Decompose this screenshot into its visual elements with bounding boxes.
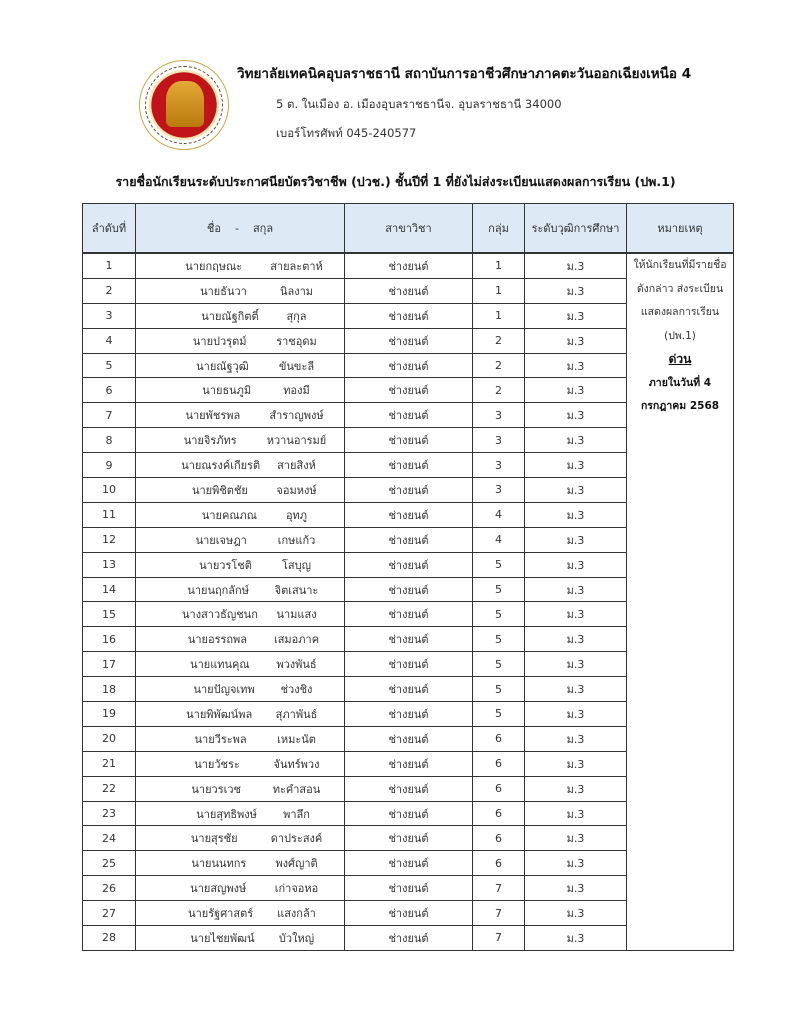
row-no: 12 xyxy=(83,527,136,552)
row-education: ม.3 xyxy=(525,826,627,851)
college-emblem-logo xyxy=(139,60,229,150)
row-no: 13 xyxy=(83,552,136,577)
row-major: ช่างยนต์ xyxy=(345,403,473,428)
row-no: 22 xyxy=(83,776,136,801)
row-education: ม.3 xyxy=(525,378,627,403)
row-no: 8 xyxy=(83,428,136,453)
row-group: 4 xyxy=(473,527,525,552)
student-list-table xyxy=(82,203,734,951)
row-major: ช่างยนต์ xyxy=(345,253,473,278)
row-name xyxy=(136,652,345,677)
row-education: ม.3 xyxy=(525,851,627,876)
row-major: ช่างยนต์ xyxy=(345,702,473,727)
row-first-name: นายณัฐวุฒิ xyxy=(196,359,249,373)
row-major: ช่างยนต์ xyxy=(345,826,473,851)
row-education: ม.3 xyxy=(525,552,627,577)
row-last-name: บัวใหญ่ xyxy=(278,931,315,945)
row-no: 6 xyxy=(83,378,136,403)
row-no: 27 xyxy=(83,901,136,926)
row-no: 26 xyxy=(83,876,136,901)
row-no: 4 xyxy=(83,328,136,353)
row-education: ม.3 xyxy=(525,801,627,826)
row-major: ช่างยนต์ xyxy=(345,303,473,328)
row-education: ม.3 xyxy=(525,577,627,602)
row-major: ช่างยนต์ xyxy=(345,453,473,478)
row-first-name: นายอรรถพล xyxy=(187,633,248,647)
row-education: ม.3 xyxy=(525,527,627,552)
row-last-name: พวงพันธ์ xyxy=(276,658,317,672)
row-first-name: นายแทนคุณ xyxy=(190,658,250,672)
row-name xyxy=(136,303,345,328)
row-last-name: สุกุล xyxy=(286,309,307,323)
row-last-name: สุภาพันธ์ xyxy=(275,707,318,721)
row-major: ช่างยนต์ xyxy=(345,901,473,926)
row-group: 1 xyxy=(473,253,525,278)
row-name xyxy=(136,702,345,727)
row-group: 3 xyxy=(473,403,525,428)
row-major: ช่างยนต์ xyxy=(345,378,473,403)
col-header-first: ชื่อ xyxy=(206,222,221,235)
row-name xyxy=(136,876,345,901)
row-name xyxy=(136,353,345,378)
row-name xyxy=(136,278,345,303)
row-last-name: ช่วงชิง xyxy=(280,683,313,697)
row-first-name: นายคณภณ xyxy=(201,508,258,522)
row-first-name: นายปวรุตม์ xyxy=(192,334,247,348)
row-group: 2 xyxy=(473,378,525,403)
row-first-name: นายสญพงษ์ xyxy=(190,882,247,896)
row-education: ม.3 xyxy=(525,453,627,478)
row-last-name: ดาประสงค์ xyxy=(270,832,323,846)
row-group: 7 xyxy=(473,876,525,901)
row-first-name: นายพัชรพล xyxy=(185,409,241,423)
row-first-name: นายวรโชติ xyxy=(199,558,252,572)
row-name xyxy=(136,253,345,278)
row-no: 11 xyxy=(83,502,136,527)
row-name xyxy=(136,776,345,801)
row-last-name: เก่าจอหอ xyxy=(274,882,319,896)
row-group: 7 xyxy=(473,926,525,951)
row-first-name: นายวีระพล xyxy=(194,732,247,746)
row-name xyxy=(136,851,345,876)
row-name xyxy=(136,453,345,478)
row-name xyxy=(136,901,345,926)
row-group: 1 xyxy=(473,303,525,328)
row-group: 2 xyxy=(473,353,525,378)
row-last-name: นามแสง xyxy=(276,608,317,622)
col-header-name xyxy=(136,204,345,254)
row-first-name: นายสุรชัย xyxy=(190,832,238,846)
remark-deadline: กรกฎาคม 2568 xyxy=(640,400,720,412)
row-first-name: นายพิพัฒน์พล xyxy=(186,707,253,721)
row-education: ม.3 xyxy=(525,726,627,751)
remark-cell xyxy=(627,253,734,950)
row-last-name: นิลงาม xyxy=(279,284,314,298)
row-group: 6 xyxy=(473,726,525,751)
row-first-name: นายพิชิตชัย xyxy=(191,483,248,497)
row-no: 3 xyxy=(83,303,136,328)
row-no: 24 xyxy=(83,826,136,851)
row-first-name: นายไชยพัฒน์ xyxy=(190,931,255,945)
document-title: รายชื่อนักเรียนระดับประกาศนียบัตรวิชาชีพ (ปวช.) ชั้นปีที่ 1 ที่ยังไม่ส่งระเบียนแสดงผลการเรียน (ปพ.1) xyxy=(115,174,676,189)
row-no: 18 xyxy=(83,677,136,702)
remark-line: แสดงผลการเรียน xyxy=(640,306,720,318)
row-education: ม.3 xyxy=(525,303,627,328)
row-education: ม.3 xyxy=(525,403,627,428)
row-name xyxy=(136,726,345,751)
row-major: ช่างยนต์ xyxy=(345,876,473,901)
row-name xyxy=(136,926,345,951)
row-last-name: จันทร์พวง xyxy=(273,757,320,771)
row-group: 6 xyxy=(473,801,525,826)
row-group: 5 xyxy=(473,627,525,652)
row-group: 5 xyxy=(473,702,525,727)
table-row xyxy=(83,253,734,278)
row-group: 4 xyxy=(473,502,525,527)
row-name xyxy=(136,826,345,851)
row-name xyxy=(136,478,345,503)
row-last-name: สายละตาห์ xyxy=(270,259,323,273)
row-no: 1 xyxy=(83,253,136,278)
row-group: 6 xyxy=(473,826,525,851)
row-last-name: พาลึก xyxy=(283,807,310,821)
row-last-name: ทะคำสอน xyxy=(272,782,321,796)
row-education: ม.3 xyxy=(525,353,627,378)
row-group: 6 xyxy=(473,851,525,876)
institution-phone: เบอร์โทรศัพท์ 045-240577 xyxy=(276,126,417,140)
row-no: 17 xyxy=(83,652,136,677)
row-education: ม.3 xyxy=(525,428,627,453)
remark-urgent: ด่วน xyxy=(668,352,692,366)
row-last-name: แสงกล้า xyxy=(277,907,316,921)
row-last-name: เกษแก้ว xyxy=(277,533,316,547)
row-education: ม.3 xyxy=(525,502,627,527)
row-major: ช่างยนต์ xyxy=(345,851,473,876)
row-first-name: นายนฤกลักษ์ xyxy=(187,583,249,597)
row-group: 2 xyxy=(473,328,525,353)
row-no: 15 xyxy=(83,602,136,627)
row-name xyxy=(136,328,345,353)
row-major: ช่างยนต์ xyxy=(345,478,473,503)
row-major: ช่างยนต์ xyxy=(345,801,473,826)
row-education: ม.3 xyxy=(525,602,627,627)
institution-address: 5 ต. ในเมือง อ. เมืองอุบลราชธานีจ. อุบลราชธานี 34000 xyxy=(276,97,562,111)
row-first-name: นายกฤษณะ xyxy=(185,259,243,273)
row-group: 6 xyxy=(473,776,525,801)
row-education: ม.3 xyxy=(525,278,627,303)
row-education: ม.3 xyxy=(525,677,627,702)
row-education: ม.3 xyxy=(525,328,627,353)
row-group: 5 xyxy=(473,577,525,602)
row-name xyxy=(136,627,345,652)
row-education: ม.3 xyxy=(525,926,627,951)
row-group: 7 xyxy=(473,901,525,926)
row-first-name: นายนนทกร xyxy=(191,857,247,871)
row-education: ม.3 xyxy=(525,751,627,776)
row-last-name: ราชอุดม xyxy=(276,334,317,348)
row-name xyxy=(136,577,345,602)
row-first-name: นายณรงค์เกียรติ xyxy=(181,459,261,473)
row-major: ช่างยนต์ xyxy=(345,328,473,353)
col-header-education: ระดับวุฒิการศึกษา xyxy=(525,204,627,254)
row-education: ม.3 xyxy=(525,776,627,801)
row-first-name: นางสาวธัญชนก xyxy=(182,608,258,622)
row-major: ช่างยนต์ xyxy=(345,652,473,677)
row-education: ม.3 xyxy=(525,627,627,652)
remark-line: ให้นักเรียนที่มีรายชื่อ xyxy=(633,259,727,271)
row-no: 23 xyxy=(83,801,136,826)
row-first-name: นายวรเวช xyxy=(191,782,242,796)
row-major: ช่างยนต์ xyxy=(345,751,473,776)
row-group: 5 xyxy=(473,677,525,702)
row-major: ช่างยนต์ xyxy=(345,726,473,751)
row-education: ม.3 xyxy=(525,901,627,926)
row-last-name: สายสิงห์ xyxy=(277,459,316,473)
row-group: 3 xyxy=(473,428,525,453)
row-group: 3 xyxy=(473,478,525,503)
row-name xyxy=(136,801,345,826)
remark-line: ดังกล่าว ส่งระเบียน xyxy=(636,282,724,295)
row-name xyxy=(136,502,345,527)
row-group: 1 xyxy=(473,278,525,303)
row-group: 3 xyxy=(473,453,525,478)
row-first-name: นายจิรภัทร xyxy=(183,434,237,448)
row-name xyxy=(136,751,345,776)
row-group: 5 xyxy=(473,552,525,577)
row-no: 2 xyxy=(83,278,136,303)
row-name xyxy=(136,602,345,627)
remark-deadline: ภายในวันที่ 4 xyxy=(648,376,712,389)
row-education: ม.3 xyxy=(525,876,627,901)
col-header-remark: หมายเหตุ xyxy=(627,204,734,254)
row-education: ม.3 xyxy=(525,652,627,677)
row-last-name: พงศ์ญาติ xyxy=(275,857,318,871)
row-no: 20 xyxy=(83,726,136,751)
row-first-name: นายธันวา xyxy=(200,284,247,298)
row-major: ช่างยนต์ xyxy=(345,552,473,577)
row-name xyxy=(136,378,345,403)
emblem-crest-icon xyxy=(166,81,204,127)
row-name xyxy=(136,677,345,702)
row-no: 28 xyxy=(83,926,136,951)
row-last-name: อุทภู xyxy=(285,508,308,522)
row-first-name: นายณัฐกิตติ์ xyxy=(201,309,259,323)
row-no: 7 xyxy=(83,403,136,428)
row-major: ช่างยนต์ xyxy=(345,627,473,652)
row-name xyxy=(136,403,345,428)
row-group: 6 xyxy=(473,751,525,776)
row-last-name: เหมะนัต xyxy=(277,732,316,746)
row-no: 16 xyxy=(83,627,136,652)
row-major: ช่างยนต์ xyxy=(345,602,473,627)
row-major: ช่างยนต์ xyxy=(345,527,473,552)
row-first-name: นายปัญจเทพ xyxy=(193,683,255,697)
row-last-name: จิตเสนาะ xyxy=(274,583,319,597)
col-header-no: ลำดับที่ xyxy=(83,204,136,254)
row-major: ช่างยนต์ xyxy=(345,776,473,801)
table-header-row xyxy=(83,204,734,254)
row-no: 21 xyxy=(83,751,136,776)
row-name xyxy=(136,428,345,453)
row-group: 5 xyxy=(473,602,525,627)
row-no: 19 xyxy=(83,702,136,727)
row-major: ช่างยนต์ xyxy=(345,677,473,702)
row-last-name: ทองมี xyxy=(283,384,310,398)
row-major: ช่างยนต์ xyxy=(345,428,473,453)
remark-line: (ปพ.1) xyxy=(664,329,696,342)
row-major: ช่างยนต์ xyxy=(345,926,473,951)
row-first-name: นายธนภูมิ xyxy=(202,384,252,398)
institution-name: วิทยาลัยเทคนิคอุบลราชธานี สถาบันการอาชีวศึกษาภาคตะวันออกเฉียงเหนือ 4 xyxy=(237,66,692,82)
row-education: ม.3 xyxy=(525,478,627,503)
col-header-group: กลุ่ม xyxy=(473,204,525,254)
col-header-last: สกุล xyxy=(252,222,274,235)
row-major: ช่างยนต์ xyxy=(345,502,473,527)
row-name xyxy=(136,552,345,577)
row-no: 25 xyxy=(83,851,136,876)
row-last-name: หวานอารมย์ xyxy=(266,434,327,448)
row-no: 9 xyxy=(83,453,136,478)
row-no: 10 xyxy=(83,478,136,503)
row-first-name: นายสุทธิพงษ์ xyxy=(196,807,257,821)
col-header-sep: - xyxy=(234,222,239,235)
row-major: ช่างยนต์ xyxy=(345,577,473,602)
row-first-name: นายรัฐศาสตร์ xyxy=(188,907,254,921)
row-last-name: โสบุญ xyxy=(282,558,311,572)
row-first-name: นายเจษฎา xyxy=(195,533,247,547)
row-last-name: จอมหงษ์ xyxy=(276,483,317,497)
col-header-major: สาขาวิชา xyxy=(345,204,473,254)
row-major: ช่างยนต์ xyxy=(345,278,473,303)
row-first-name: นายวัชระ xyxy=(194,757,240,771)
row-last-name: ขันขะลี xyxy=(278,359,315,373)
row-education: ม.3 xyxy=(525,702,627,727)
row-no: 14 xyxy=(83,577,136,602)
row-education: ม.3 xyxy=(525,253,627,278)
row-last-name: สำราญพงษ์ xyxy=(269,409,324,423)
row-name xyxy=(136,527,345,552)
row-last-name: เสมอภาค xyxy=(273,633,320,647)
row-major: ช่างยนต์ xyxy=(345,353,473,378)
row-group: 5 xyxy=(473,652,525,677)
row-no: 5 xyxy=(83,353,136,378)
